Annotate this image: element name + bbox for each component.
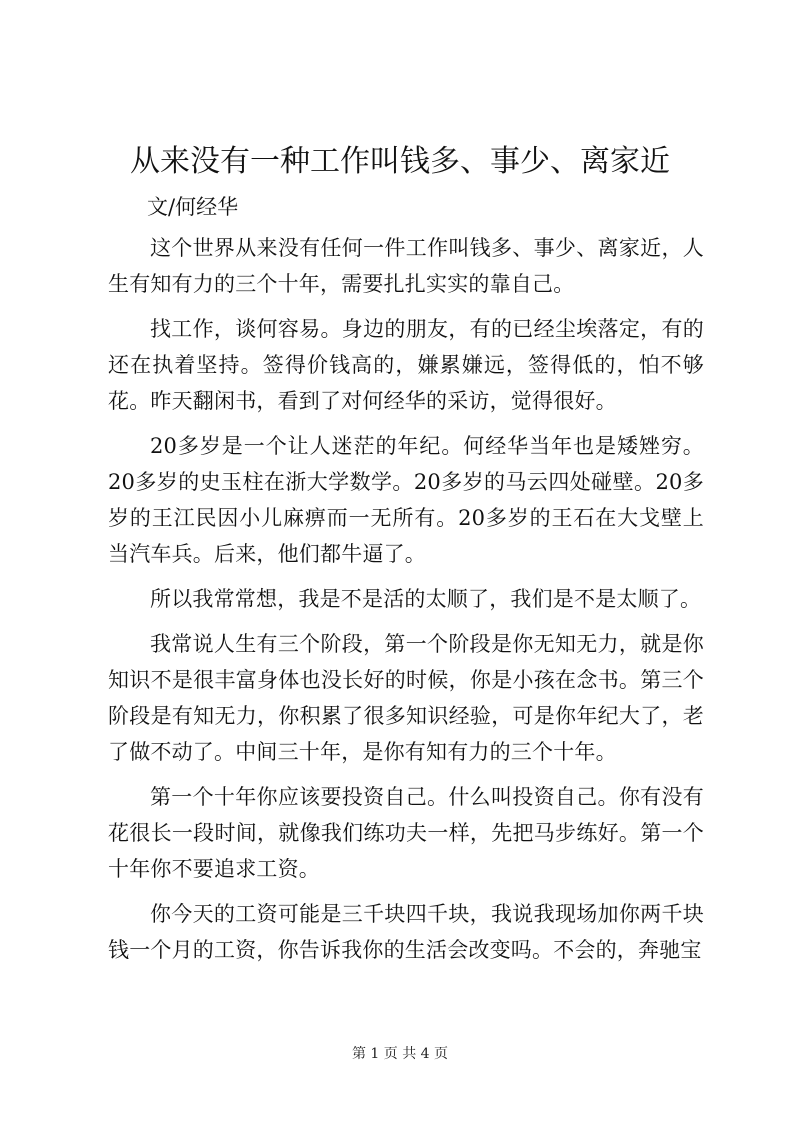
page-footer: 第 1 页 共 4 页 <box>351 1046 449 1062</box>
paragraph: 所以我常常想，我是不是活的太顺了，我们是不是太顺了。 <box>150 587 702 611</box>
paragraph: 我常说人生有三个阶段，第一个阶段是你无知无力，就是你知识不是很丰富身体也没长好的时候，你是小孩在念书。第三个阶段是有知无力，你积累了很多知识经验，可是你年纪大了，老了做不动了。中间三十年，是你有知有力的三个十年。 <box>108 632 704 764</box>
paragraph: 20多岁是一个让人迷茫的年纪。何经华当年也是矮矬穷。20多岁的史玉柱在浙大学数学。20多岁的马云四处碰壁。20多岁的王江民因小儿麻痹而一无所有。20多岁的王石在大戈壁上当汽车兵。后来，他们都牛逼了。 <box>108 434 704 566</box>
author-line: 文/何经华 <box>147 195 239 219</box>
paragraph: 第一个十年你应该要投资自己。什么叫投资自己。你有没有花很长一段时间，就像我们练功夫一样，先把马步练好。第一个十年你不要追求工资。 <box>108 785 704 881</box>
document-title: 从来没有一种工作叫钱多、事少、离家近 <box>130 144 670 179</box>
document-body <box>108 230 704 977</box>
paragraph: 这个世界从来没有任何一件工作叫钱多、事少、离家近，人生有知有力的三个十年，需要扎扎实实的靠自己。 <box>108 236 704 296</box>
paragraph: 你今天的工资可能是三千块四千块，我说我现场加你两千块钱一个月的工资，你告诉我你的生活会改变吗。不会的，奔驰宝 <box>108 902 704 962</box>
paragraph: 找工作，谈何容易。身边的朋友，有的已经尘埃落定，有的还在执着坚持。签得价钱高的，嫌累嫌远，签得低的，怕不够花。昨天翻闲书，看到了对何经华的采访，觉得很好。 <box>108 317 704 413</box>
